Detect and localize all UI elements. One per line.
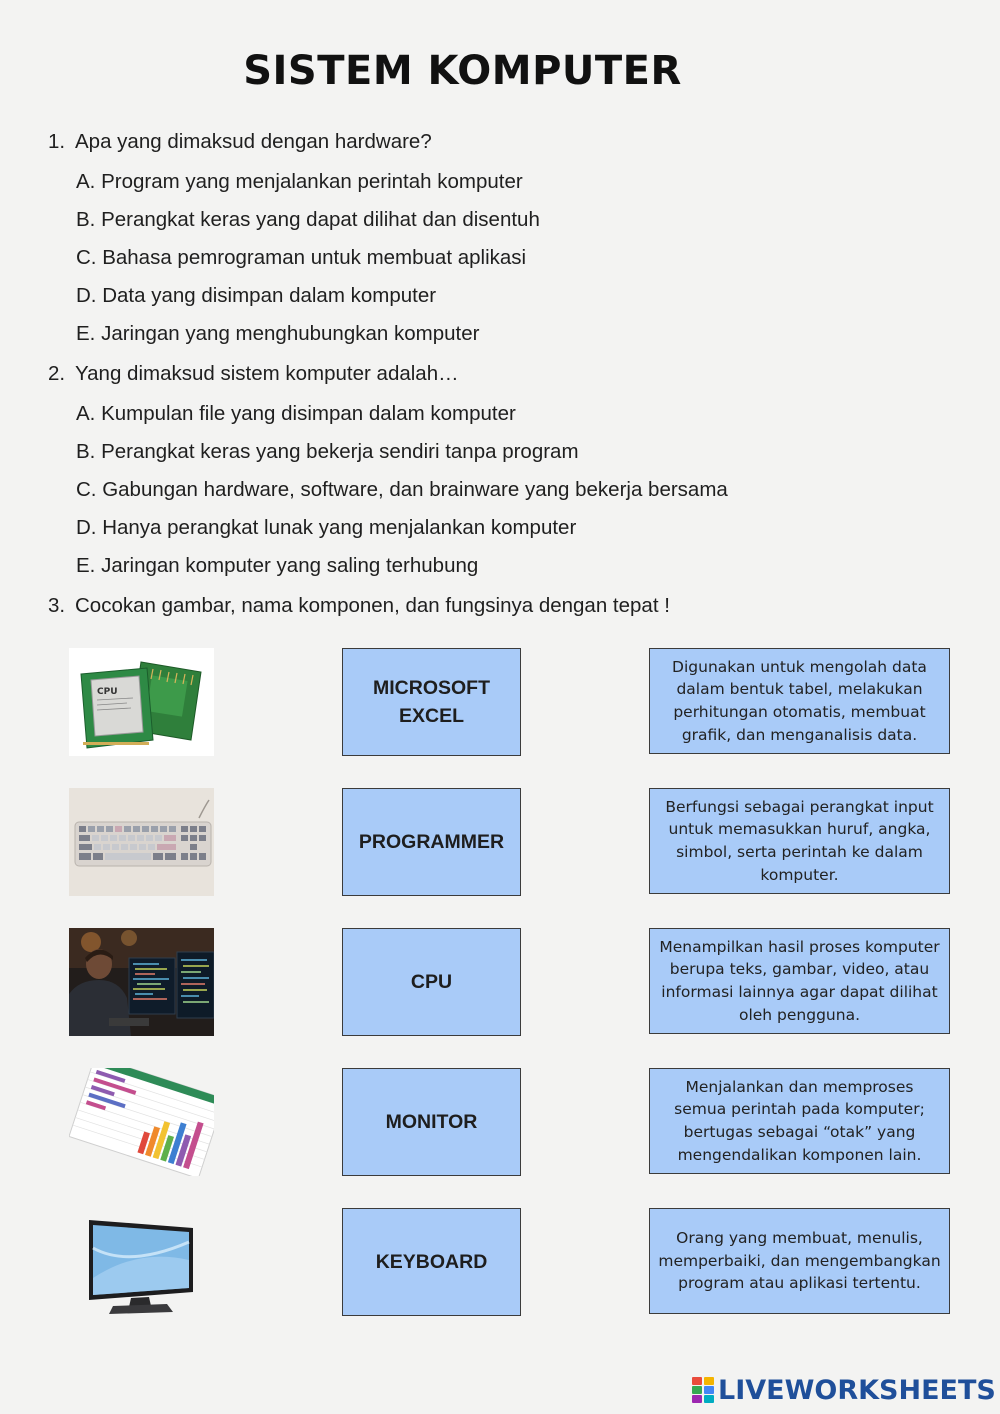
question-number: 1.	[48, 130, 66, 153]
name-box-programmer[interactable]: PROGRAMMER	[342, 788, 521, 896]
option-2b[interactable]: B. Perangkat keras yang bekerja sendiri tanpa program	[76, 440, 579, 463]
function-box-5[interactable]: Orang yang membuat, menulis, memperbaiki, dan mengembangkan program atau aplikasi tertentu.	[649, 1208, 950, 1314]
option-1c[interactable]: C. Bahasa pemrograman untuk membuat aplikasi	[76, 246, 527, 269]
programmer-image[interactable]	[69, 928, 214, 1036]
question-number: 2.	[48, 362, 66, 385]
name-box-microsoft-excel[interactable]: MICROSOFT EXCEL	[342, 648, 521, 756]
keyboard-image[interactable]	[69, 788, 214, 896]
option-1b[interactable]: B. Perangkat keras yang dapat dilihat dan disentuh	[76, 208, 540, 231]
page-title: SISTEM KOMPUTER	[243, 48, 682, 94]
name-box-keyboard[interactable]: KEYBOARD	[342, 1208, 521, 1316]
question-text: Apa yang dimaksud dengan hardware?	[75, 130, 432, 153]
question-text: Cocokan gambar, nama komponen, dan fungsinya dengan tepat !	[75, 594, 670, 617]
function-box-2[interactable]: Berfungsi sebagai perangkat input untuk memasukkan huruf, angka, simbol, serta perintah ke dalam komputer.	[649, 788, 950, 894]
option-2c[interactable]: C. Gabungan hardware, software, dan brainware yang bekerja bersama	[76, 478, 728, 501]
option-2d[interactable]: D. Hanya perangkat lunak yang menjalankan komputer	[76, 516, 577, 539]
name-box-cpu[interactable]: CPU	[342, 928, 521, 1036]
question-2	[48, 361, 459, 387]
name-box-monitor[interactable]: MONITOR	[342, 1068, 521, 1176]
liveworksheets-logo	[692, 1374, 996, 1406]
cpu-chip-image[interactable]	[69, 648, 214, 756]
question-3	[48, 593, 670, 619]
question-text: Yang dimaksud sistem komputer adalah…	[75, 362, 459, 385]
option-1a[interactable]: A. Program yang menjalankan perintah komputer	[76, 170, 523, 193]
liveworksheets-wordmark: LIVEWORKSHEETS	[718, 1374, 996, 1406]
option-1d[interactable]: D. Data yang disimpan dalam komputer	[76, 284, 437, 307]
function-box-3[interactable]: Menampilkan hasil proses komputer berupa teks, gambar, video, atau informasi lainnya agar dapat dilihat oleh pengguna.	[649, 928, 950, 1034]
monitor-image[interactable]	[69, 1208, 214, 1316]
function-box-1[interactable]: Digunakan untuk mengolah data dalam bentuk tabel, melakukan perhitungan otomatis, membuat grafik, dan menganalisis data.	[649, 648, 950, 754]
cpu-chip-label: CPU	[97, 687, 118, 697]
question-1	[48, 129, 432, 155]
function-box-4[interactable]: Menjalankan dan memproses semua perintah pada komputer; bertugas sebagai “otak” yang mengendalikan komponen lain.	[649, 1068, 950, 1174]
option-1e[interactable]: E. Jaringan yang menghubungkan komputer	[76, 322, 480, 345]
option-2a[interactable]: A. Kumpulan file yang disimpan dalam komputer	[76, 402, 516, 425]
option-2e[interactable]: E. Jaringan komputer yang saling terhubung	[76, 554, 479, 577]
liveworksheets-logo-icon	[692, 1377, 714, 1403]
excel-chart-image[interactable]	[69, 1068, 214, 1176]
question-number: 3.	[48, 594, 66, 617]
